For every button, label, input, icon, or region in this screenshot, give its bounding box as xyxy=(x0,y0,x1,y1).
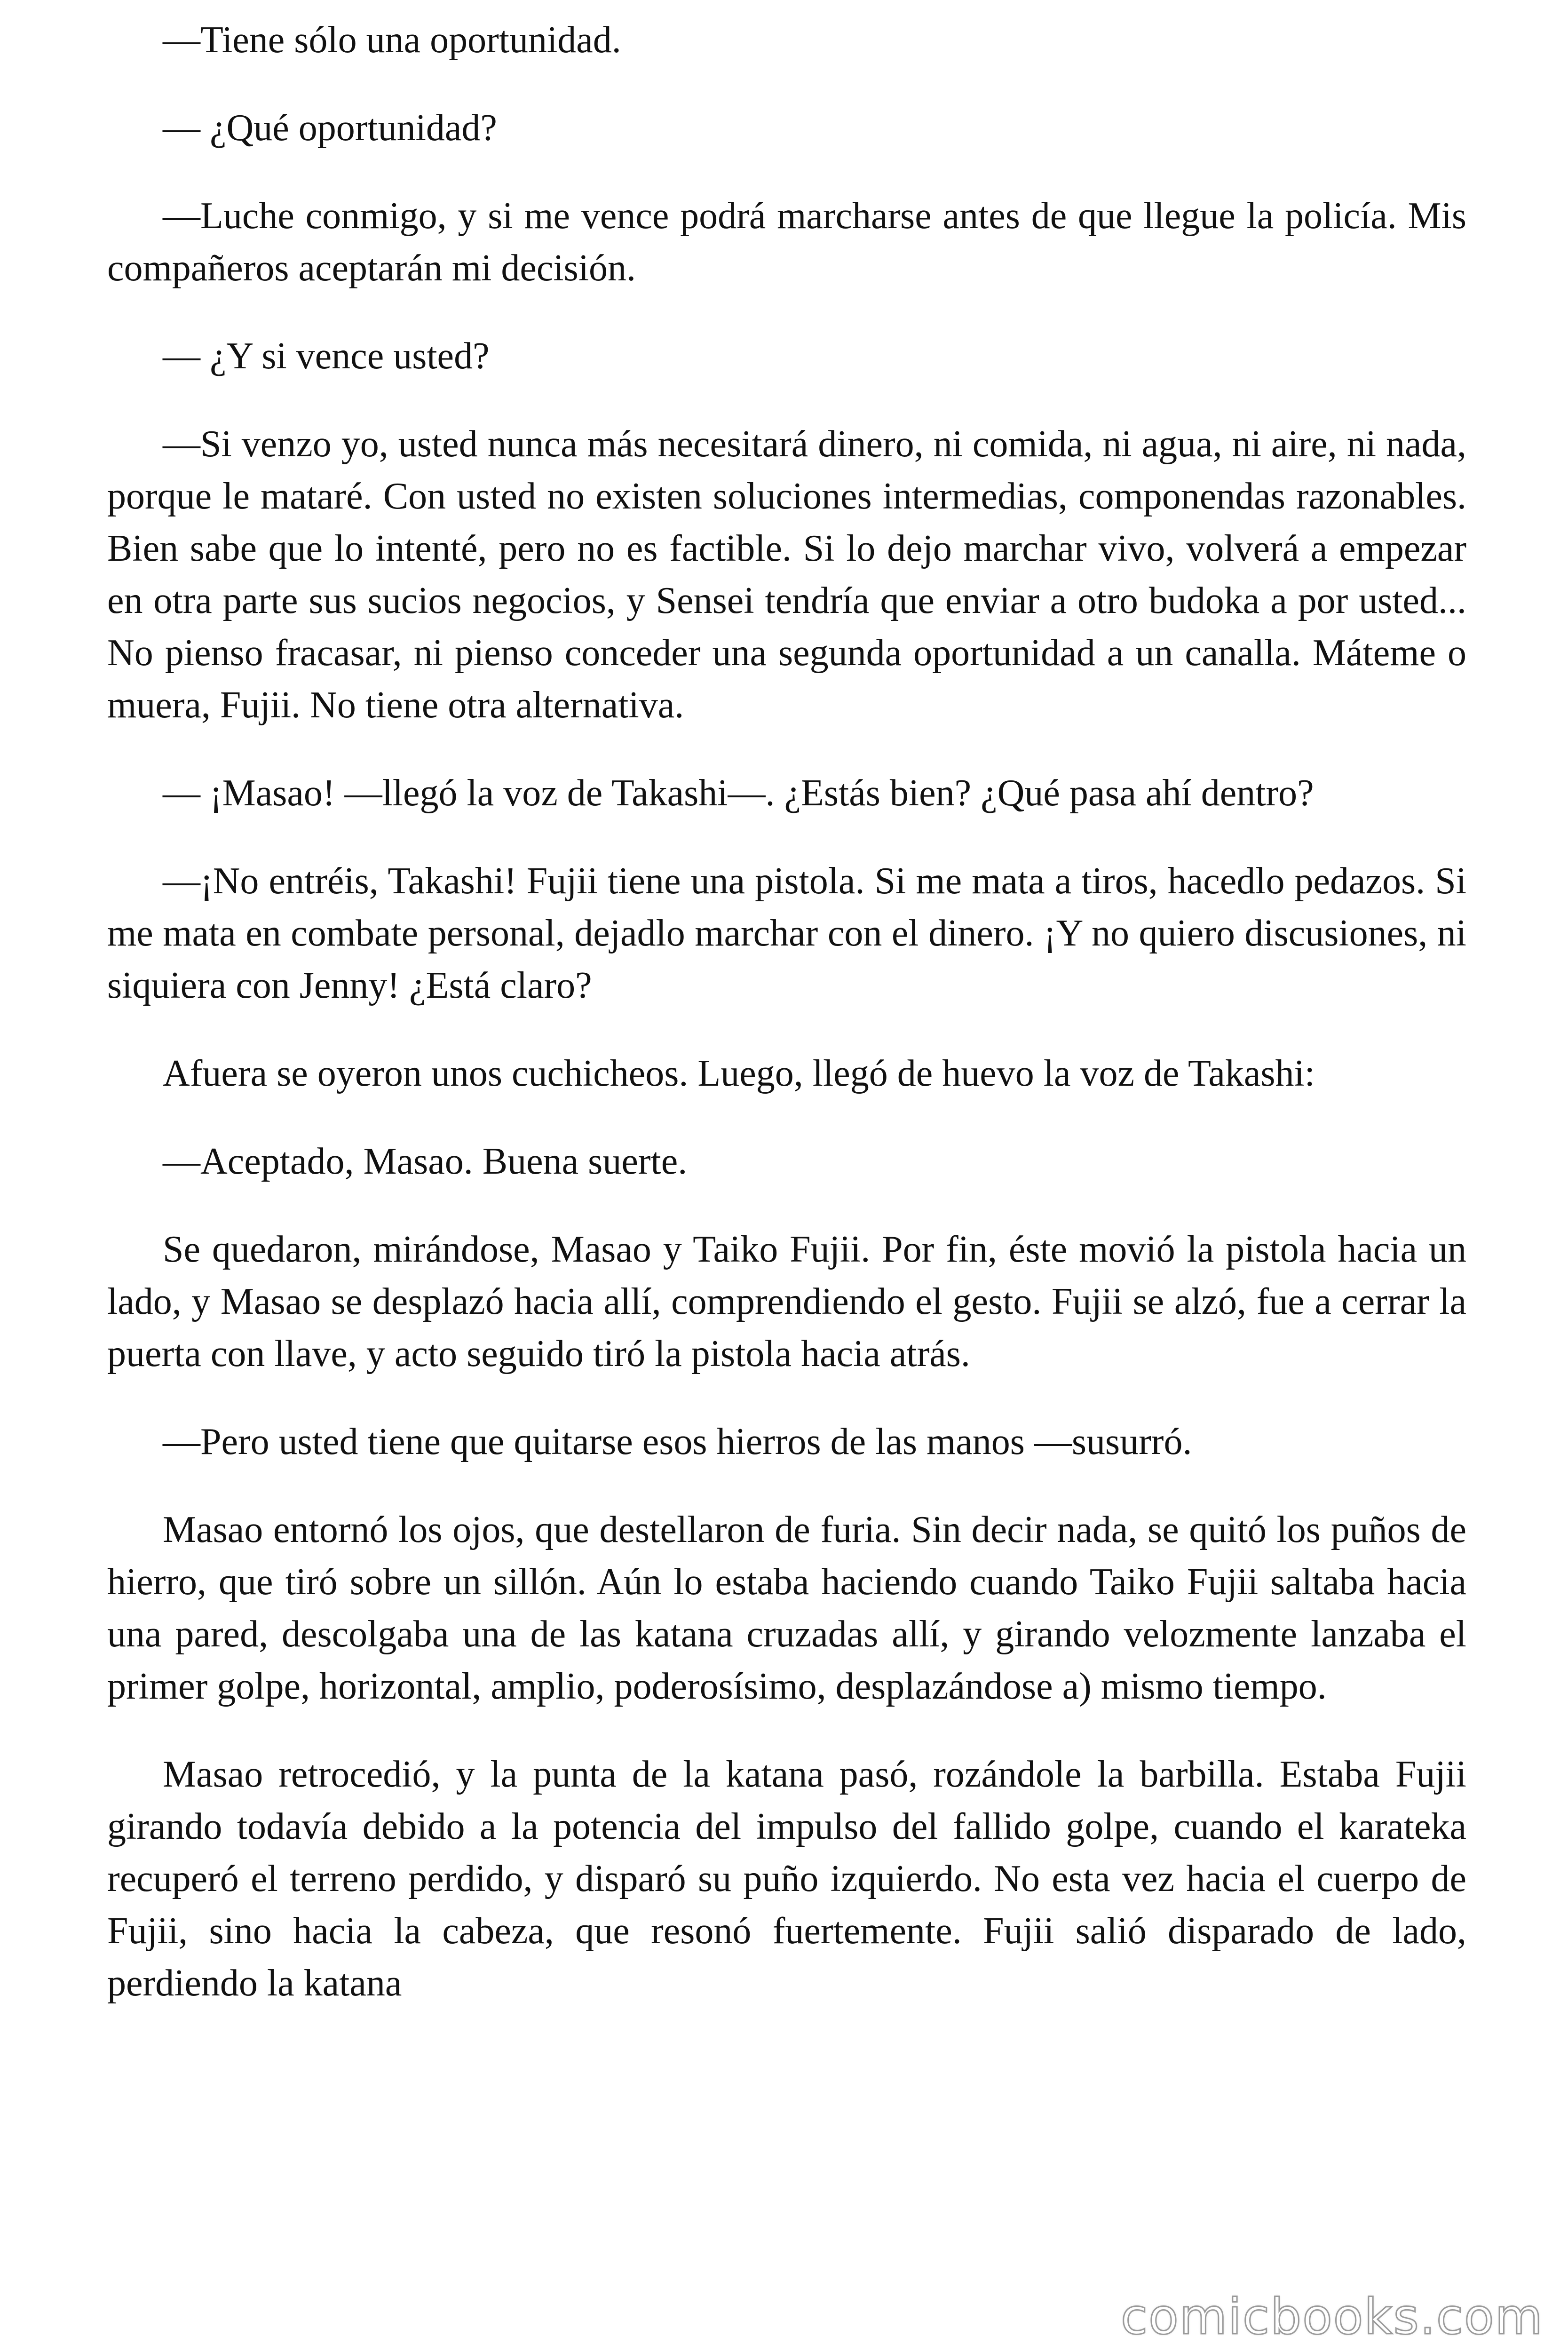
watermark: comicbooks.com xyxy=(1120,2288,1544,2345)
body-text xyxy=(107,14,1466,2045)
paragraph: —Si venzo yo, usted nunca más necesitará dinero, ni comida, ni agua, ni aire, ni nada, porque le mataré. Con usted no existen soluciones intermedias, componendas razonables. Bien sabe que lo intenté, pero no es factible. Si lo dejo marchar vivo, volverá a empezar en otra parte sus sucios negocios, y Sensei tendría que enviar a otro budoka a por usted... No pienso fracasar, ni pienso conceder una segunda oportunidad a un canalla. Máteme o muera, Fujii. No tiene otra alternativa. xyxy=(107,423,1466,726)
paragraph: —Aceptado, Masao. Buena suerte. xyxy=(163,1141,688,1182)
paragraph: Se quedaron, mirándose, Masao y Taiko Fujii. Por fin, éste movió la pistola hacia un lado, y Masao se desplazó hacia allí, comprendiendo el gesto. Fujii se alzó, fue a cerrar la puerta con llave, y acto seguido tiró la pistola hacia atrás. xyxy=(107,1229,1466,1375)
paragraph: — ¿Y si vence usted? xyxy=(163,335,490,377)
paragraph: —¡No entréis, Takashi! Fujii tiene una pistola. Si me mata a tiros, hacedlo pedazos. Si me mata en combate personal, dejadlo marchar con el dinero. ¡Y no quiero discusiones, ni siquiera con Jenny! ¿Está claro? xyxy=(107,860,1466,1006)
paragraph: — ¡Masao! —llegó la voz de Takashi—. ¿Estás bien? ¿Qué pasa ahí dentro? xyxy=(163,772,1314,814)
paragraph: —Luche conmigo, y si me vence podrá marcharse antes de que llegue la policía. Mis compañeros aceptarán mi decisión. xyxy=(107,195,1466,289)
paragraph: Masao entornó los ojos, que destellaron de furia. Sin decir nada, se quitó los puños de hierro, que tiró sobre un sillón. Aún lo estaba haciendo cuando Taiko Fujii saltaba hacia una pared, descolgaba una de las katana cruzadas allí, y girando velozmente lanzaba el primer golpe, horizontal, amplio, poderosísimo, desplazándose a) mismo tiempo. xyxy=(107,1509,1466,1707)
paragraph: Masao retrocedió, y la punta de la katana pasó, rozándole la barbilla. Estaba Fujii girando todavía debido a la potencia del impulso del fallido golpe, cuando el karateka recuperó el terreno perdido, y disparó su puño izquierdo. No esta vez hacia el cuerpo de Fujii, sino hacia la cabeza, que resonó fuertemente. Fujii salió disparado de lado, perdiendo la katana xyxy=(107,1754,1466,2004)
paragraph: —Tiene sólo una oportunidad. xyxy=(163,19,621,61)
paragraph: —Pero usted tiene que quitarse esos hierros de las manos —susurró. xyxy=(163,1421,1192,1462)
paragraph: — ¿Qué oportunidad? xyxy=(163,107,497,149)
paragraph: Afuera se oyeron unos cuchicheos. Luego, llegó de huevo la voz de Takashi: xyxy=(163,1053,1315,1094)
